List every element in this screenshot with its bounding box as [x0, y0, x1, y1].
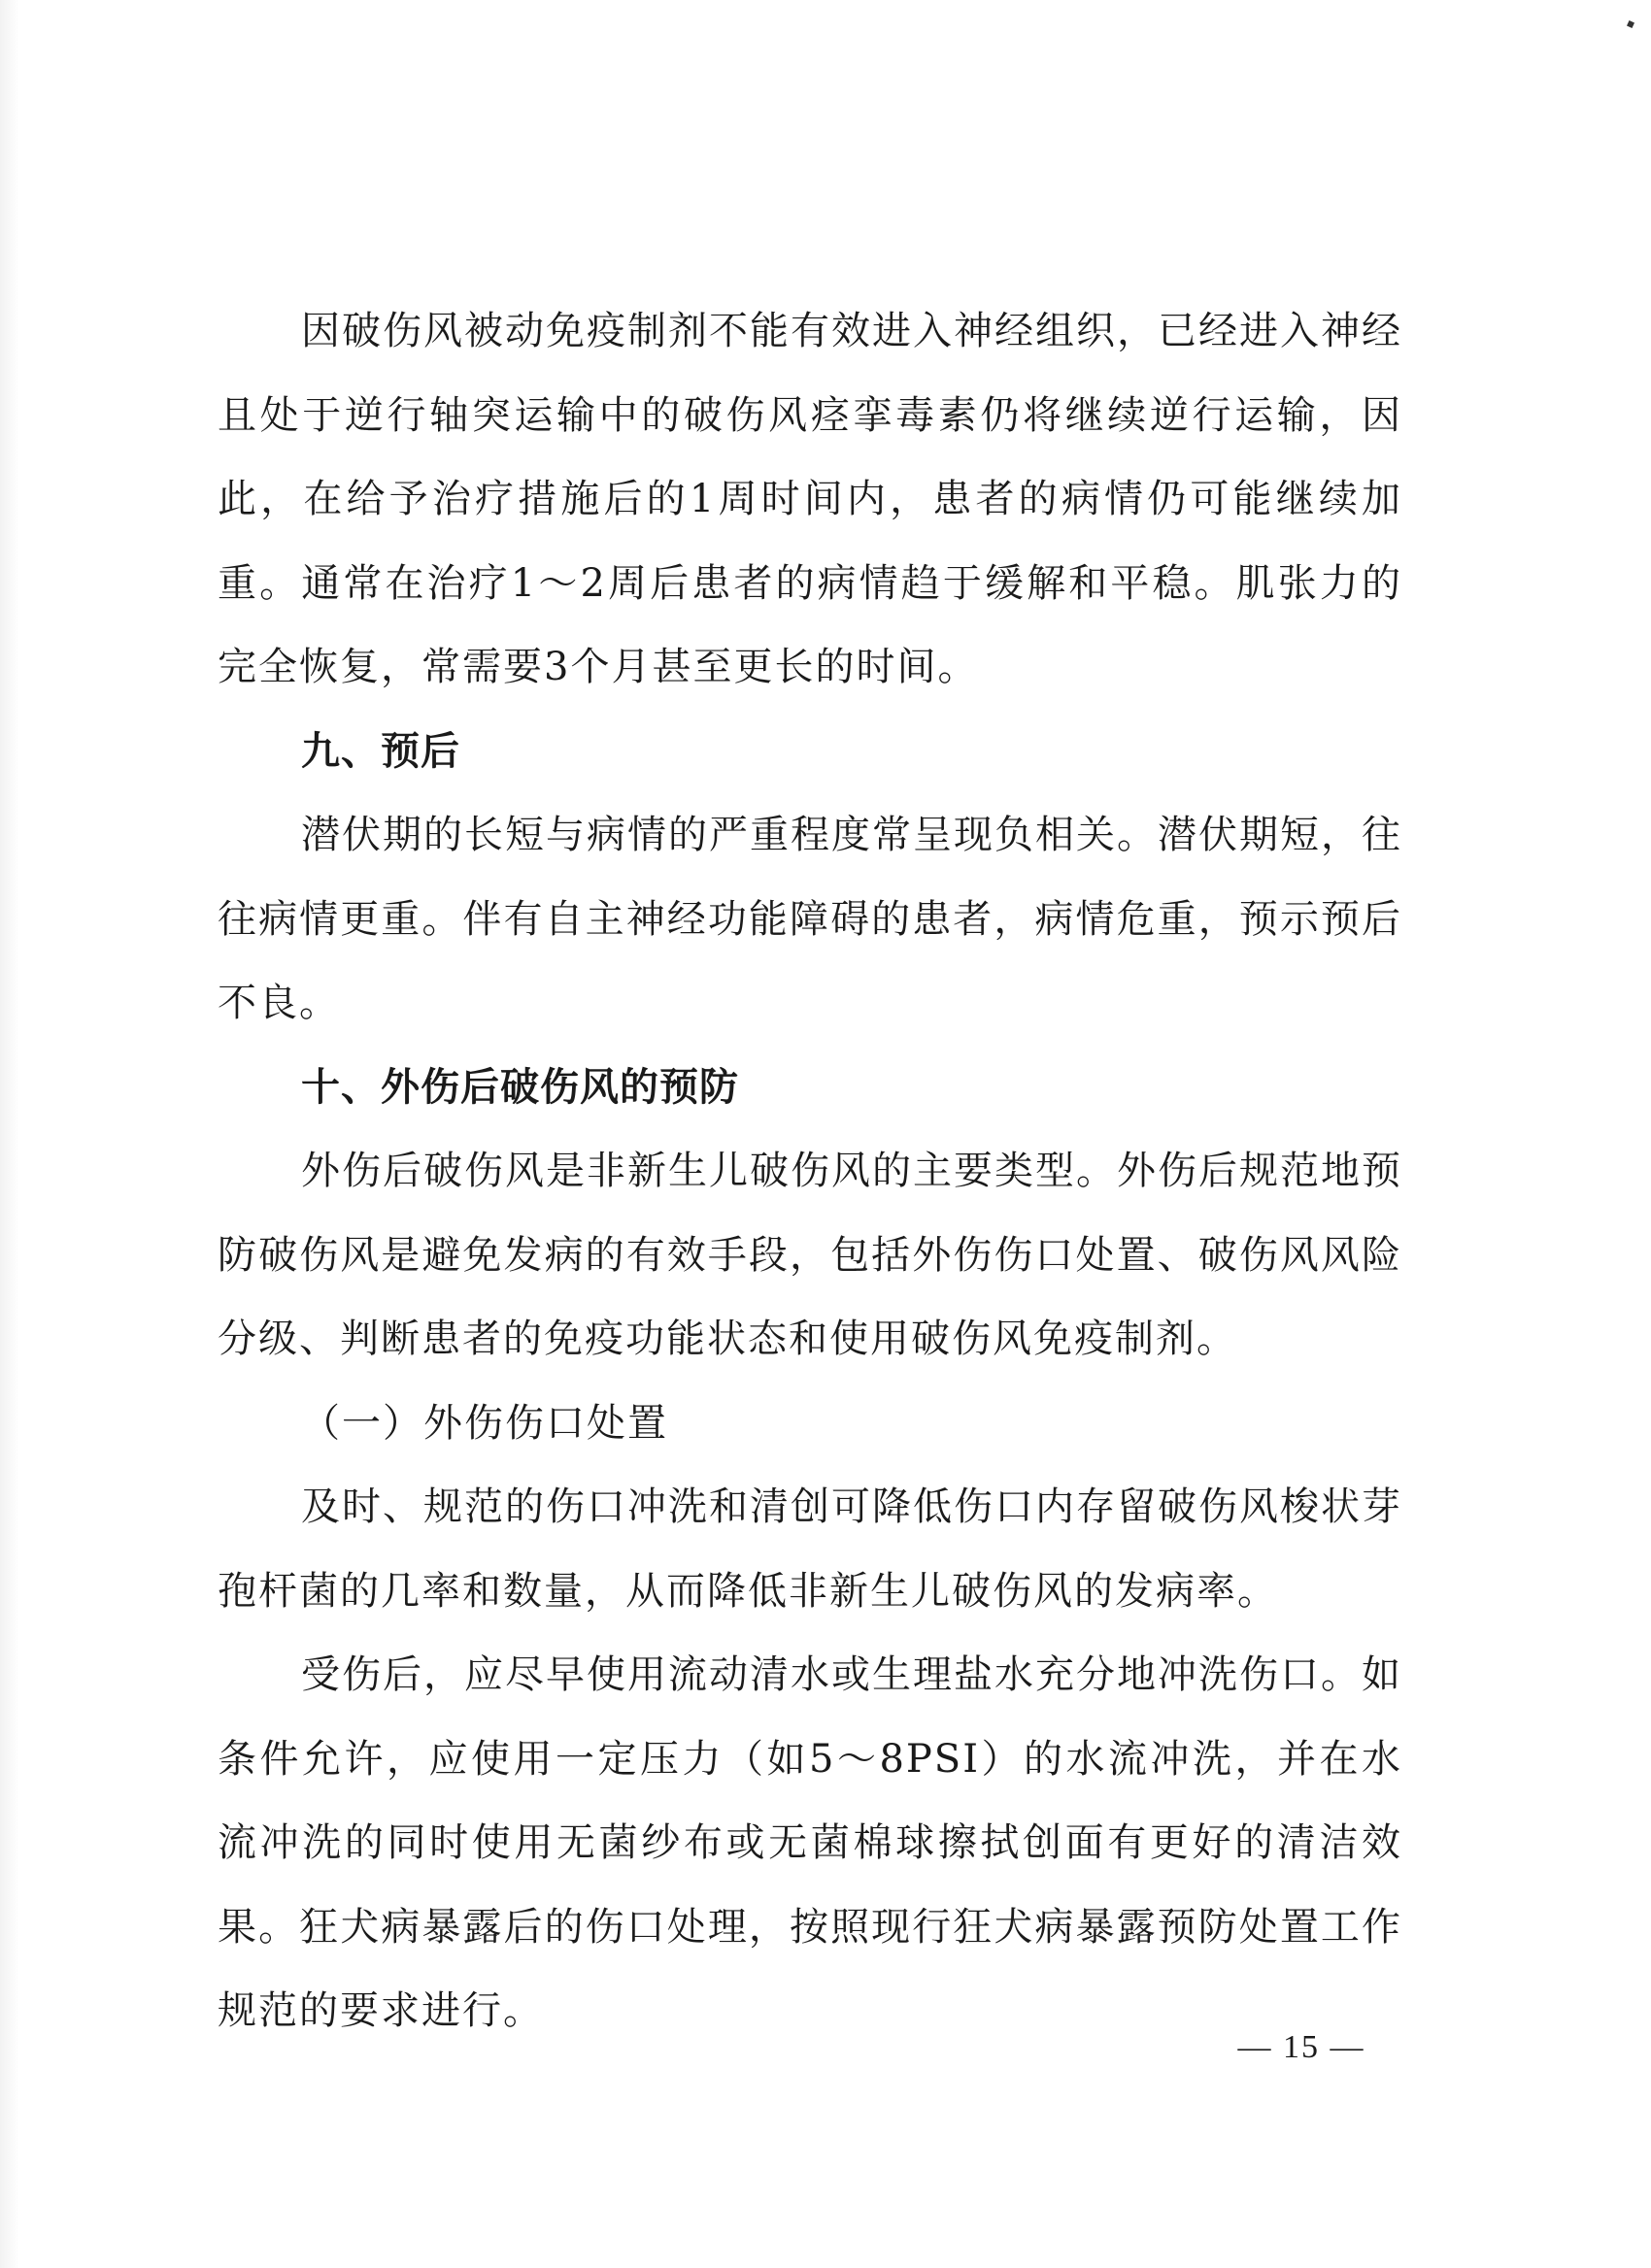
- page-number: — 15 —: [1237, 2029, 1365, 2065]
- subsection-heading-wound-care: （一）外伤伤口处置: [301, 1400, 668, 1446]
- paragraph-wound-irrigation: 受伤后，应尽早使用流动清水或生理盐水充分地冲洗伤口。如条件允许，应使用一定压力（如5～8PSI）的水流冲洗，并在水流冲洗的同时使用无菌纱布或无菌棉球擦拭创面有更好的清洁效果。狂犬病暴露后的伤口处理，按照现行狂犬病暴露预防处置工作规范的要求进行。: [218, 1652, 1402, 2033]
- scan-corner-mark: [1627, 20, 1634, 28]
- paragraph-treatment-course: 因破伤风被动免疫制剂不能有效进入神经组织，已经进入神经且处于逆行轴突运输中的破伤风痉挛毒素仍将继续逆行运输，因此，在给予治疗措施后的1周时间内，患者的病情仍可能继续加重。通常在治疗1～2周后患者的病情趋于缓解和平稳。肌张力的完全恢复，常需要3个月甚至更长的时间。: [218, 309, 1402, 689]
- paragraph-prevention-overview: 外伤后破伤风是非新生儿破伤风的主要类型。外伤后规范地预防破伤风是避免发病的有效手段，包括外伤伤口处置、破伤风风险分级、判断患者的免疫功能状态和使用破伤风免疫制剂。: [218, 1149, 1402, 1361]
- section-heading-prognosis: 九、预后: [301, 728, 460, 774]
- section-heading-prevention: 十、外伤后破伤风的预防: [301, 1064, 739, 1110]
- paragraph-wound-debridement: 及时、规范的伤口冲洗和清创可降低伤口内存留破伤风梭状芽孢杆菌的几率和数量，从而降低非新生儿破伤风的发病率。: [218, 1484, 1402, 1614]
- document-body: [218, 289, 1402, 2053]
- paragraph-prognosis: 潜伏期的长短与病情的严重程度常呈现负相关。潜伏期短，往往病情更重。伴有自主神经功能障碍的患者，病情危重，预示预后不良。: [218, 813, 1402, 1025]
- scan-edge-shadow: [0, 0, 19, 2268]
